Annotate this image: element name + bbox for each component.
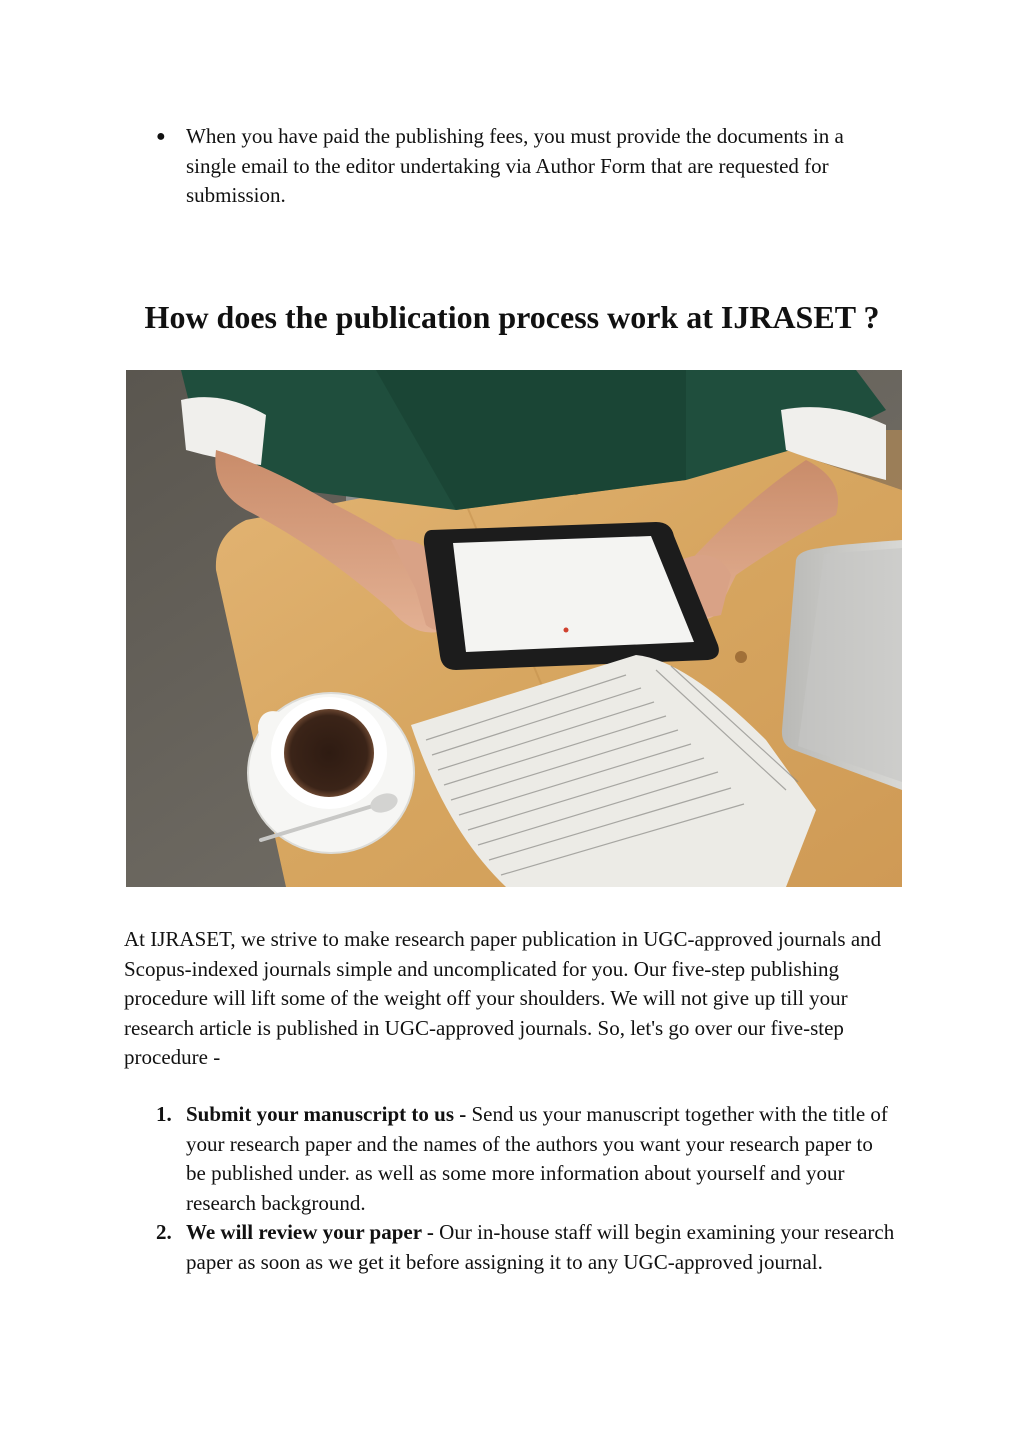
step-title: Submit your manuscript to us - — [186, 1102, 467, 1126]
hero-photo — [126, 370, 902, 887]
bullet-text: When you have paid the publishing fees, you must provide the documents in a single email to the editor undertaking via Author Form that are requested for submission. — [186, 124, 844, 207]
bullet-marker: ● — [156, 128, 166, 145]
bullet-item — [156, 122, 896, 211]
step-title: We will review your paper - — [186, 1220, 434, 1244]
step-body — [186, 1218, 896, 1277]
step-text: Our in-house staff will begin examining your research paper as soon as we get it before assigning it to any UGC-approved journal. — [186, 1220, 895, 1274]
tablet-icon — [424, 522, 719, 670]
step-text: Send us your manuscript together with the title of your research paper and the names of the authors you want your research paper to be published under. as well as some more information about yourself and your research background. — [186, 1102, 888, 1215]
steps-list — [156, 1100, 896, 1277]
list-item — [156, 1100, 896, 1218]
step-body — [186, 1100, 896, 1218]
step-number: 2. — [156, 1220, 172, 1244]
list-item — [156, 1218, 896, 1277]
intro-paragraph: At IJRASET, we strive to make research paper publication in UGC-approved journals and Scopus-indexed journals simple and uncomplicated for you. Our five-step publishing procedure will lift some of the weight off your shoulders. We will not give up till your research article is published in UGC-approved journals. So, let's go over our five-step procedure - — [124, 927, 882, 1069]
coffee-cup-icon — [248, 693, 414, 853]
section-heading: How does the publication process work at IJRASET ? — [144, 299, 880, 335]
bullet-list — [156, 122, 896, 211]
photo-illustration — [126, 370, 902, 887]
step-number: 1. — [156, 1102, 172, 1126]
